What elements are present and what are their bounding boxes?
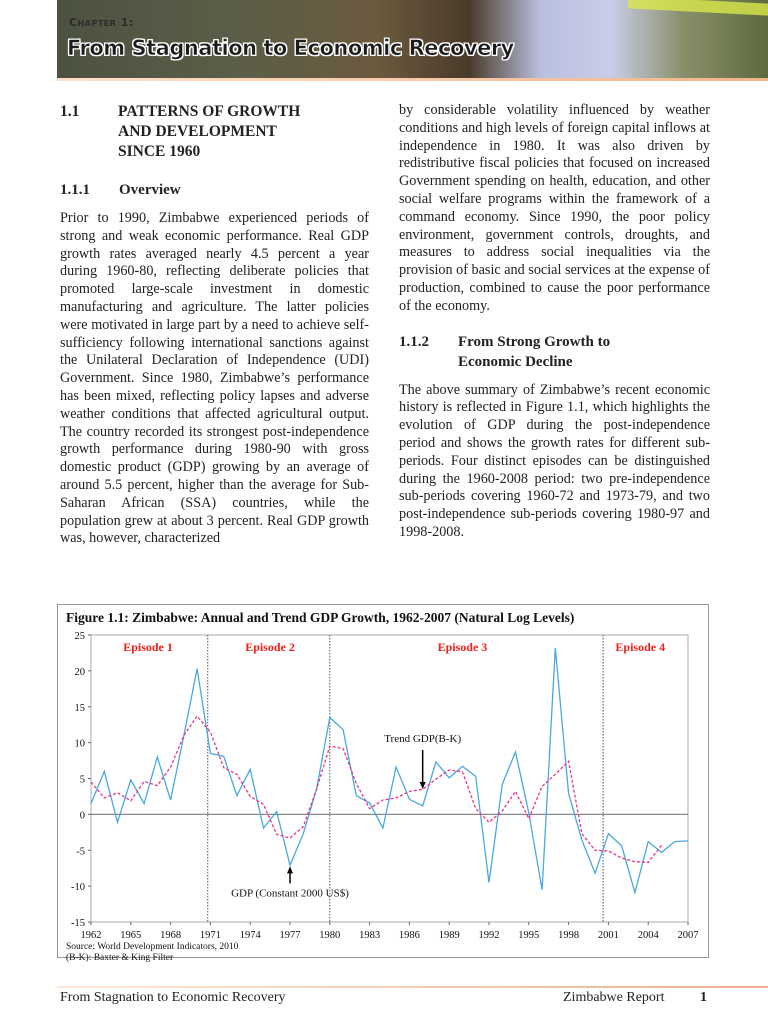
- x-tick-label: 2007: [677, 930, 699, 941]
- subsection-number: 1.1.1: [60, 182, 90, 198]
- right-column: [399, 102, 710, 558]
- y-tick-label: 25: [74, 631, 85, 642]
- annotation-trend-label: Trend GDP(B-K): [384, 732, 462, 745]
- x-tick-label: 1965: [120, 930, 142, 941]
- paragraph: by considerable volatility influenced by weather conditions and high levels of foreign capital inflows at independence in 1980. It was also driven by redistributive fiscal policies that focused on increased Government spending on health, education, and other social welfare programs within the framework of a command economy. Since 1990, the poor policy environment, government controls, droughts, and measures to address social inequalities via the provision of basic and social services at the expense of production, combined to cause the poor performance of the economy.: [399, 102, 710, 314]
- chapter-label: Chapter 1:: [69, 16, 134, 29]
- chapter-title: From Stagnation to Economic Recovery: [67, 36, 514, 60]
- x-tick-label: 1974: [239, 930, 261, 941]
- plot-area: [91, 635, 688, 922]
- episode-label: Episode 4: [615, 640, 666, 654]
- x-tick-label: 2001: [597, 930, 619, 941]
- x-tick-label: 1968: [160, 930, 182, 941]
- banner-photo-highlight: [628, 0, 768, 16]
- gdp-series-line: [91, 648, 688, 893]
- subsection-heading: [60, 180, 369, 200]
- section-number: 1.1: [60, 103, 80, 120]
- paragraph: Prior to 1990, Zimbabwe experienced periods of strong and weak economic performance. Real GDP growth rates averaged nearly 4.5 percent a year during 1960-80, reflecting deliberate policies that promoted large-scale investment in domestic manufacturing and agriculture. The latter policies were motivated in large part by a need to achieve self-sufficiency following international sanctions against the Unilateral Declaration of Independence (UDI) Government. Since 1980, Zimbabwe’s performance has been mixed, reflecting policy lapses and adverse weather conditions that affected agricultural output. The country recorded its strongest post-independence growth performance during 1980-90 with gross domestic product (GDP) growing by an average of around 5.5 percent, higher than the average for Sub-Saharan African (SSA) countries, while the population grew at about 3 percent. Real GDP growth was, however, characterized: [60, 210, 369, 547]
- footer-title: From Stagnation to Economic Recovery: [60, 990, 286, 1005]
- x-tick-label: 1977: [279, 930, 301, 941]
- x-tick-label: 1992: [478, 930, 500, 941]
- chart-title: Figure 1.1: Zimbabwe: Annual and Trend GDP Growth, 1962-2007 (Natural Log Levels): [66, 610, 575, 625]
- episode-label: Episode 3: [437, 640, 488, 654]
- y-tick-label: 5: [79, 774, 85, 786]
- paragraph: The above summary of Zimbabwe’s recent economic history is reflected in Figure 1.1, which highlights the evolution of GDP during the post-independence period and shows the growth rates for different sub-periods. Four distinct episodes can be distinguished during the 1960-2008 period: two pre-independence sub-periods covering 1960-72 and 1973-79, and two post-independence sub-periods covering 1980-97 and 1998-2008.: [399, 381, 710, 540]
- chart-canvas: [58, 605, 708, 963]
- chart-source-note: Source: World Development Indicators, 2010: [66, 942, 239, 952]
- x-tick-label: 1989: [438, 930, 460, 941]
- y-tick-label: 0: [79, 810, 85, 822]
- footer-divider: [57, 986, 768, 988]
- x-tick-label: 1980: [319, 930, 341, 941]
- x-tick-label: 1983: [359, 930, 381, 941]
- footer-report-name: Zimbabwe Report: [563, 990, 665, 1005]
- y-tick-label: -15: [71, 918, 85, 929]
- episode-label: Episode 2: [245, 640, 295, 654]
- y-tick-label: 20: [74, 666, 85, 678]
- y-tick-label: -5: [76, 846, 85, 858]
- banner-divider: [57, 78, 768, 81]
- arrow-head-icon: [287, 866, 293, 873]
- page-number: 1: [700, 990, 707, 1005]
- figure-gdp-growth: [57, 604, 709, 963]
- x-tick-label: 1962: [80, 930, 102, 941]
- annotation-gdp-label: GDP (Constant 2000 US$): [231, 887, 349, 900]
- x-tick-label: 1986: [398, 930, 420, 941]
- x-tick-label: 1971: [199, 930, 221, 941]
- y-tick-label: -10: [71, 882, 85, 894]
- y-tick-label: 15: [74, 702, 85, 714]
- section-heading: [60, 102, 369, 162]
- subsection-title: Overview: [119, 182, 181, 198]
- y-tick-label: 10: [74, 738, 85, 750]
- section-title: PATTERNS OF GROWTH AND DEVELOPMENT SINCE 1960: [118, 103, 301, 160]
- trend-series-line: [91, 716, 662, 862]
- subsection-number: 1.1.2: [399, 333, 429, 350]
- episode-label: Episode 1: [123, 640, 173, 654]
- subsection-title: From Strong Growth to Economic Decline: [458, 333, 611, 370]
- x-tick-label: 1995: [518, 930, 540, 941]
- x-tick-label: 2004: [637, 930, 659, 941]
- chart-filter-note: (B-K): Baxter & King Filter: [66, 953, 174, 963]
- left-column: [60, 102, 369, 564]
- x-tick-label: 1998: [558, 930, 580, 941]
- subsection-heading: [399, 332, 710, 372]
